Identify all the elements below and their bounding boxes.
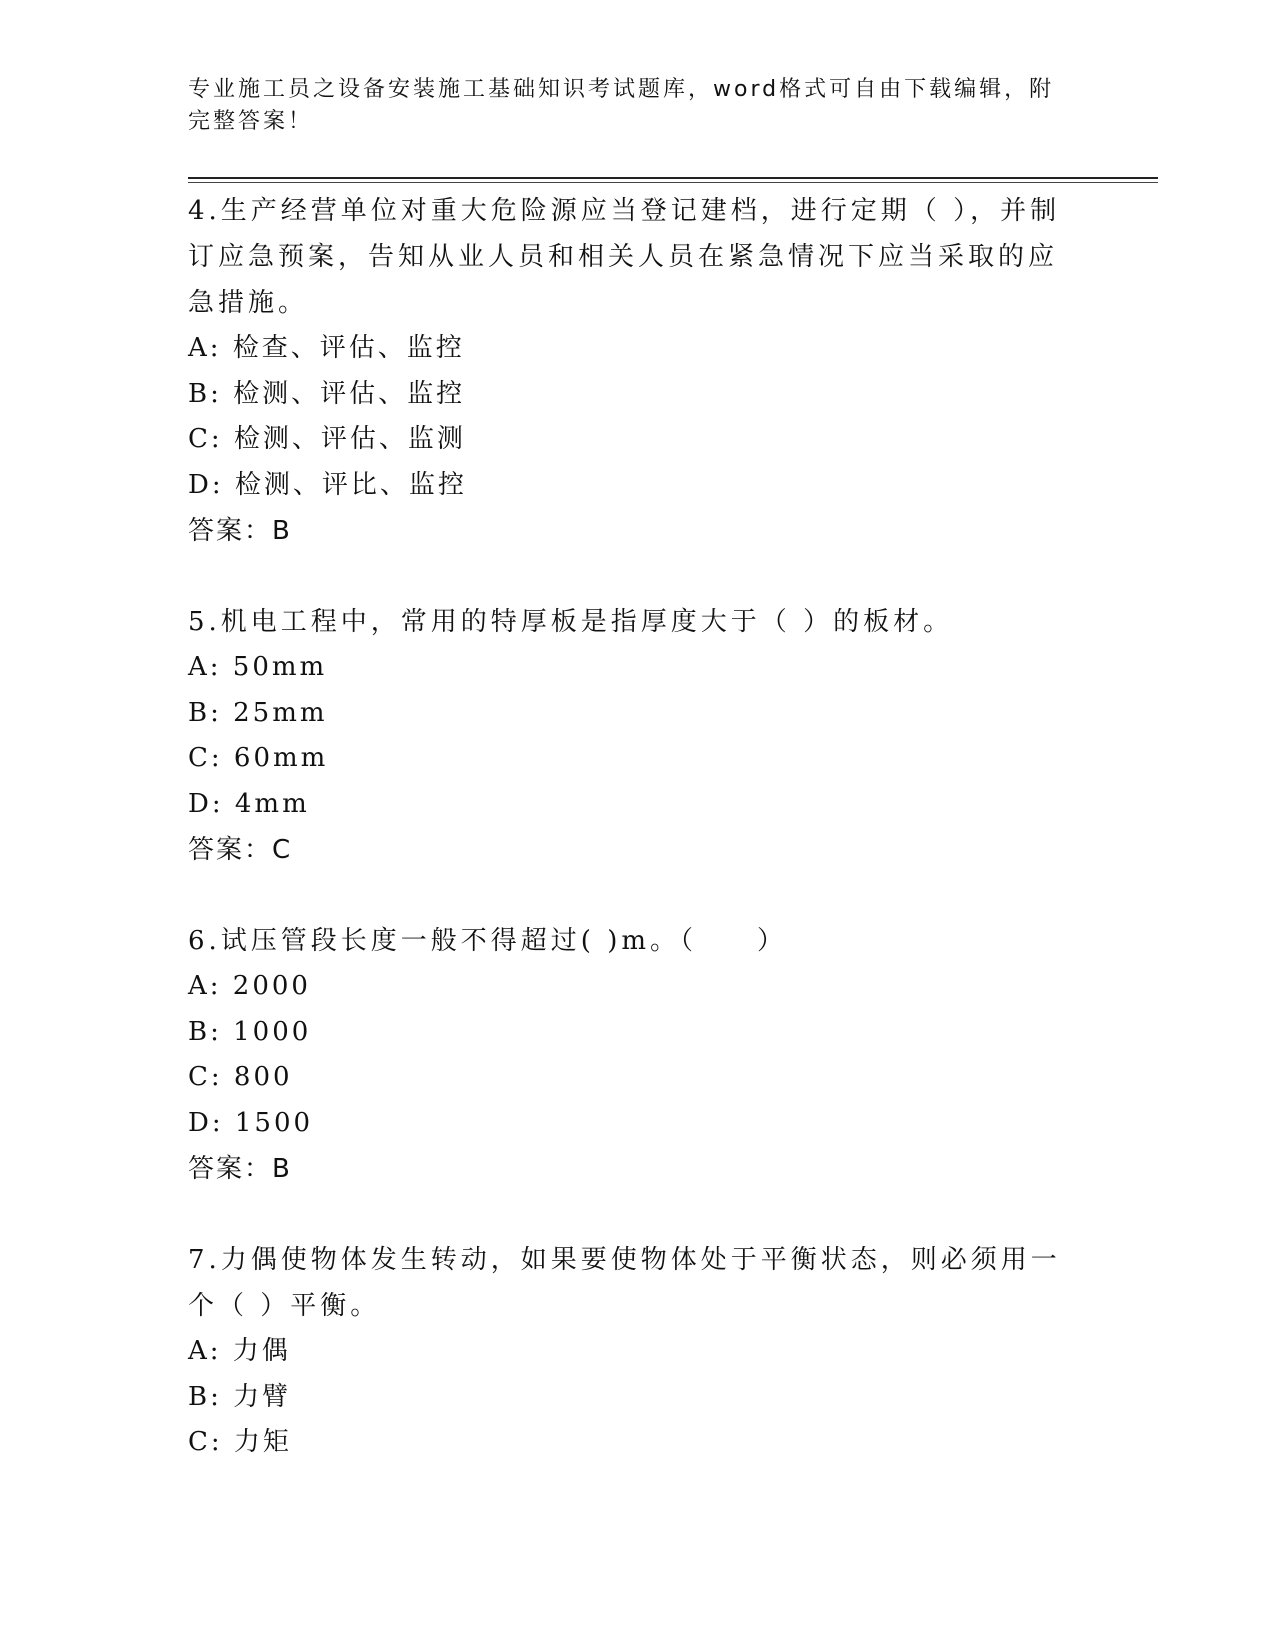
answer-line: 答案：C [188,835,293,865]
option-a: A: 力偶 [188,1336,291,1366]
document-header: 专业施工员之设备安装施工基础知识考试题库，word格式可自由下载编辑，附完整答案！ [188,77,1055,134]
option-c: C: 800 [188,1062,293,1092]
question-7 [188,1237,1068,1466]
option-b: B: 力臂 [188,1381,292,1412]
option-c: C: 力矩 [188,1427,292,1457]
option-b: B: 1000 [188,1016,312,1047]
question-4 [188,188,1068,554]
option-b: B: 25mm [188,697,328,728]
option-b: B: 检测、评估、监控 [188,378,466,409]
option-c: C: 60mm [188,743,329,773]
option-d: D: 1500 [188,1107,314,1138]
option-d: D: 检测、评比、监控 [188,469,467,500]
option-a: A: 2000 [188,971,311,1001]
question-5 [188,599,1068,873]
option-a: A: 检查、评估、监控 [188,333,465,363]
question-text: 5.机电工程中，常用的特厚板是指厚度大于（ ）的板材。 [188,607,954,637]
option-c: C: 检测、评估、监测 [188,424,466,454]
question-text: 4.生产经营单位对重大危险源应当登记建档，进行定期（ ），并制订应急预案，告知从业人员和相关人员在紧急情况下应当采取的应急措施。 [188,196,1061,318]
answer-line: 答案：B [188,1154,292,1184]
question-text: 6.试压管段长度一般不得超过( )m。（ ） [188,926,788,956]
question-6 [188,918,1068,1192]
question-text: 7.力偶使物体发生转动，如果要使物体处于平衡状态，则必须用一个（ ）平衡。 [188,1245,1061,1321]
header-divider-thin [188,182,1158,183]
option-d: D: 4mm [188,788,310,819]
answer-line: 答案：B [188,516,292,546]
header-divider-thick [188,177,1158,179]
option-a: A: 50mm [188,652,328,682]
